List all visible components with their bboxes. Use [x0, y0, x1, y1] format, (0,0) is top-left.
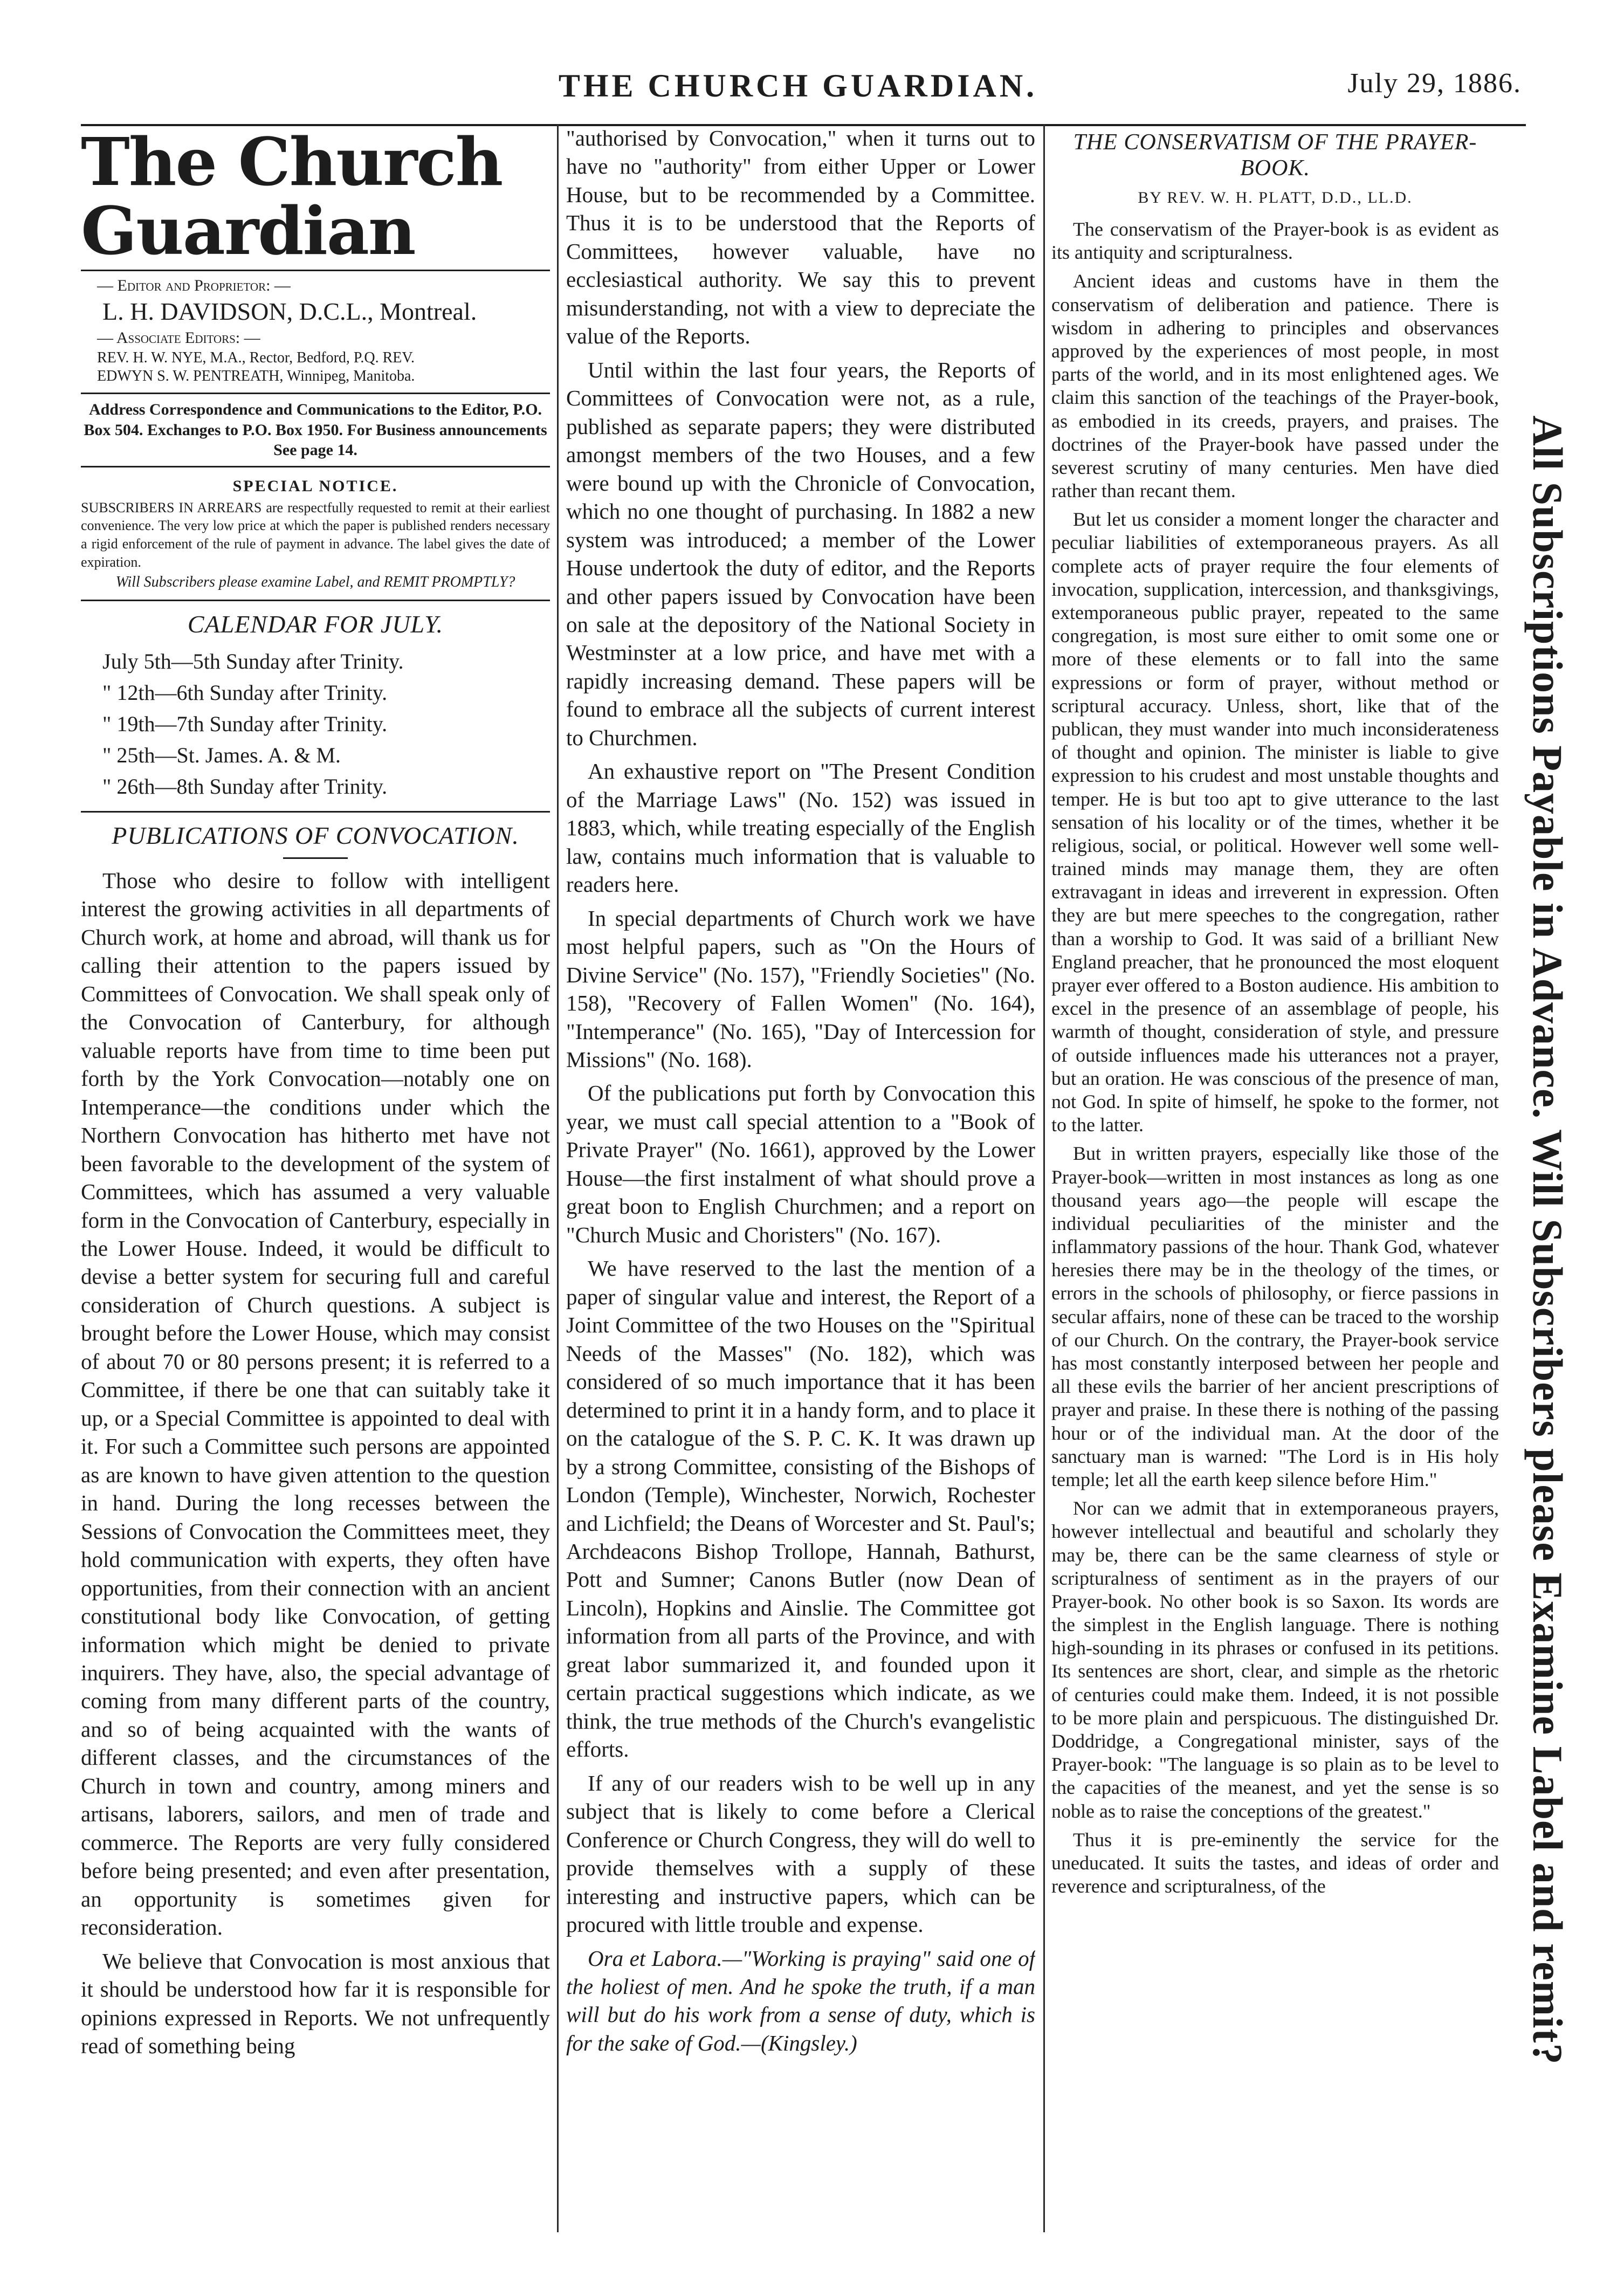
article-paragraph: We believe that Convocation is most anxious that it should be understood how far it is responsible for opinions expressed in Reports. We not unfrequently read of something being: [81, 1948, 550, 2059]
article-paragraph: Until within the last four years, the Reports of Committees of Convocation were not, as a rule, published as separate papers; they were distributed amongst members of the two Houses, and a few were bound up with the Chronicle of Convocation, which no one thought of purchasing. In 1882 a new system was introduced; a member of the Lower House undertook the duty of editor, and the Reports and other papers issued by Convocation have been on sale at the depository of the National Society in Westminster at a low price, and have met with a rapidly increasing demand. These papers will be found to embrace all the subjects of current interest to Churchmen.: [566, 357, 1035, 750]
article-paragraph: Thus it is pre-eminently the service for the uneducated. It suits the tastes, and ideas of order and reverence and scripturalness, of the: [1051, 1828, 1499, 1897]
special-notice-body: SUBSCRIBERS IN ARREARS are respectfully requested to remit at their earliest convenience. The very low price at which the paper is published renders necessary a rigid enforcement of the rule of payment in advance. The label gives the date of expiration.: [81, 499, 550, 570]
article-paragraph: If any of our readers wish to be well up in any subject that is likely to come before a Clerical Conference or Church Congress, they will do well to provide themselves with a supply of these interesting and instructive papers, which can be procured with little trouble and expense.: [566, 1770, 1035, 1937]
short-rule: [283, 857, 348, 859]
section-divider: [81, 600, 550, 601]
calendar-entry: " 19th—7th Sunday after Trinity.: [102, 711, 388, 736]
calendar-entry: " 25th—St. James. A. & M.: [102, 742, 341, 767]
article-paragraph: But let us consider a moment longer the character and peculiar liabilities of extemporaneous prayers. As all complete acts of prayer require the four elements of invocation, supplication, intercession, and thanksgivings, extemporaneous public prayer, repeated to the same congregation, is most sure either to omit some one or more of these elements or to fall into the same expressions or form of prayer, without method or scriptural accuracy. Unless, short, like that of the publican, they must wander into much inconsiderateness of thought and opinion. The minister is liable to give expression to his crudest and most unstable thoughts and temper. He is but too apt to give utterance to the last sensation of his locality or of the times, whether it be religious, social, or political. However well some well-trained minds may manage them, they are often extravagant in ideas and irreverent in expression. Often they are but mere speeches to the congregation, rather than a worship to God. It was said of a brilliant New England preacher, that he pronounced the most eloquent prayer ever offered to a Boston audience. His ambition to excel in the presence of an assemblage of people, his warmth of thought, consideration of style, and pressure of outside influences made his utterances not a prayer, but an oration. He was conscious of the presence of man, not God. In spite of himself, he spoke to the former, not to the latter.: [1051, 508, 1499, 1136]
calendar-entry: " 12th—6th Sunday after Trinity.: [102, 680, 388, 705]
article-paragraph: We have reserved to the last the mention of a paper of singular value and interest, the Report of a Joint Committee of the two Houses on the "Spiritual Needs of the Masses" (No. 182), which was considered of so much importance that it has been determined to print it in a handy form, and to place it on the catalogue of the S. P. C. K. It was drawn up by a strong Committee, consisting of the Bishops of London (Temple), Winchester, Norwich, Rochester and Lichfield; the Deans of Worcester and St. Paul's; Archdeacons Bishop Trollope, Hannah, Bathurst, Pott and Sumner; Canons Butler (now Dean of Lincoln), Hopkins and Ainslie. The Committee got information from all parts of the Province, and with great labor summarized it, and founded upon it certain practical suggestions which indicate, as we think, the true methods of the Church's evangelistic efforts.: [566, 1256, 1035, 1762]
article-paragraph: "authorised by Convocation," when it turns out to have no "authority" from either Upper or Lower House, but to be recommended by a Committee. Thus it is to be understood that the Reports of Committees, however valuable, have no ecclesiastical authority. We say this to prevent misunderstanding, not with a view to depreciate the value of the Reports.: [566, 126, 1035, 349]
article-paragraph: Those who desire to follow with intelligent interest the growing activities in all departments of Church work, at home and abroad, will thank us for calling their attention to the papers issued by Committees of Convocation. We shall speak only of the Convocation of Canterbury, for although valuable reports have from time to time been put forth by the York Convocation—notably one on Intemperance—the conditions under which the Northern Convocation has hitherto met have not been favorable to the development of the system of Committees, which has assumed a very valuable form in the Convocation of Canterbury, especially in the Lower House. Indeed, it would be difficult to devise a better system for securing full and careful consideration of Church questions. A subject is brought before the Lower House, which may consist of about 70 or 80 persons present; it is referred to a Committee, if there be one that can suitably take it up, or a Special Committee is appointed to deal with it. For such a Committee such persons are appointed as are known to have given attention to the question in hand. During the long recesses between the Sessions of Convocation the Committees meet, they hold communication with experts, they often have opportunities, from their connection with an ancient constitutional body like Convocation, of getting information which might be denied to private inquirers. They have, also, the special advantage of coming from many different parts of the country, and so of being acquainted with the wants of different classes, and the circumstances of the Church in town and country, among miners and artisans, laborers, sailors, and men of trade and commerce. The Reports are very fully considered before being presented; and even after presentation, an opportunity is sometimes given for reconsideration.: [81, 868, 550, 1940]
issue-date: July 29, 1886.: [1347, 68, 1522, 99]
article-paragraph: An exhaustive report on "The Present Condition of the Marriage Laws" (No. 152) was issued in 1883, which, while treating especially of the English law, contains much information that is valuable to readers here.: [566, 759, 1035, 897]
side-notice: [1504, 415, 1591, 2065]
ora-et-labora: Ora et Labora.—"Working is praying" said one of the holiest of men. And he spoke the truth, if a man will but do his work from a sense of duty, which is for the sake of God.—(Kingsley.): [566, 1945, 1035, 2055]
address-notice: Address Correspondence and Communications to the Editor, P.O. Box 504. Exchanges to P.O. Box 1950. For Business announcements See page 14.: [81, 393, 550, 467]
editor-name: L. H. DAVIDSON, D.C.L., Montreal.: [102, 298, 477, 326]
calendar-title: CALENDAR FOR JULY.: [187, 610, 444, 638]
article-paragraph: In special departments of Church work we have most helpful papers, such as "On the Hours of Divine Service" (No. 157), "Friendly Societies" (No. 158), "Recovery of Fallen Women" (No. 164), "Intemperance" (No. 165), "Day of Intercession for Missions" (No. 168).: [566, 905, 1035, 1072]
masthead-title: The Church Guardian: [81, 127, 550, 271]
calendar-entry: " 26th—8th Sunday after Trinity.: [102, 774, 388, 799]
article-paragraph: But in written prayers, especially like those of the Prayer-book—written in most instances as long as one thousand years ago—the people will escape the individual peculiarities of the minister and the inflammatory passions of the hour. Thank God, whatever heresies there may be in the theology of the times, or errors in the schools of philosophy, or fierce passions in secular affairs, none of these can be traced to the worship of our Church. On the contrary, the Prayer-book service has most constantly interposed between her people and all these evils the barrier of her ancient prescriptions of prayer and praise. In these there is nothing of the passing hour or of the individual man. At the door of the sanctuary man is warned: "The Lord is in His holy temple; let all the earth keep silence before Him.": [1051, 1143, 1499, 1490]
associate-editor: EDWYN S. W. PENTREATH, Winnipeg, Manitoba.: [97, 368, 415, 385]
special-notice-remit: Will Subscribers please examine Label, and REMIT PROMPTLY?: [115, 573, 515, 590]
article-paragraph: The conservatism of the Prayer-book is as evident as its antiquity and scripturalness.: [1051, 218, 1499, 264]
side-notice-text: All Subscriptions Payable in Advance. Will Subscribers please Examine Label and remit?: [1524, 415, 1571, 2065]
publications-title: PUBLICATIONS OF CONVOCATION.: [112, 821, 519, 849]
associate-label: — Associate Editors: —: [97, 329, 260, 347]
column-rule: [557, 124, 559, 2232]
associate-editor: REV. H. W. NYE, M.A., Rector, Bedford, P.Q. REV.: [97, 349, 415, 367]
calendar-entry: July 5th—5th Sunday after Trinity.: [102, 649, 404, 673]
running-title: THE CHURCH GUARDIAN.: [558, 68, 1038, 104]
article-paragraph: Nor can we admit that in extemporaneous prayers, however intellectual and beautiful and scholarly they may be, there can be the same clearness of style or scripturalness of sentiment as in the prayers of our Prayer-book. No other book is so Saxon. Its words are the simplest in the English language. There is nothing high-sounding in its phrases or confused in its petitions. Its sentences are short, clear, and simple as the rhetoric of centuries could make them. Indeed, it is not possible to be more plain and perspicuous. The distinguished Dr. Doddridge, a Congregational minister, says of the Prayer-book: "The language is so plain as to be level to the capacities of the meanest, and yet the sense is so noble as to raise the conceptions of the greatest.": [1051, 1497, 1499, 1822]
column-right: [1051, 124, 1499, 2232]
conservatism-title: THE CONSERVATISM OF THE PRAYER-BOOK.: [1073, 130, 1477, 181]
column-rule: [1043, 124, 1045, 2232]
section-divider: [81, 811, 550, 813]
article-paragraph: Of the publications put forth by Convocation this year, we must call special attention to a "Book of Private Prayer" (No. 1661), approved by the Lower House—the first instalment of what should prove a great boon to English Churchmen; and a report on "Church Music and Choristers" (No. 167).: [566, 1081, 1035, 1247]
column-middle: [566, 124, 1035, 2232]
column-left: [81, 124, 550, 2232]
article-paragraph: Ancient ideas and customs have in them the conservatism of deliberation and patience. There is wisdom in adhering to principles and observances approved by the experiences of most people, in most parts of the world, and in its most enlightened ages. We claim this sanction of the teachings of the Prayer-book, as embodied in its creeds, prayers, and praises. The doctrines of the Prayer-book have passed under the severest scrutiny of many centuries. Men have died rather than recant them.: [1051, 270, 1499, 502]
article-byline: BY REV. W. H. PLATT, D.D., LL.D.: [1138, 189, 1413, 207]
special-notice-title: SPECIAL NOTICE.: [232, 477, 398, 495]
editor-label: — Editor and Proprietor: —: [97, 277, 291, 295]
